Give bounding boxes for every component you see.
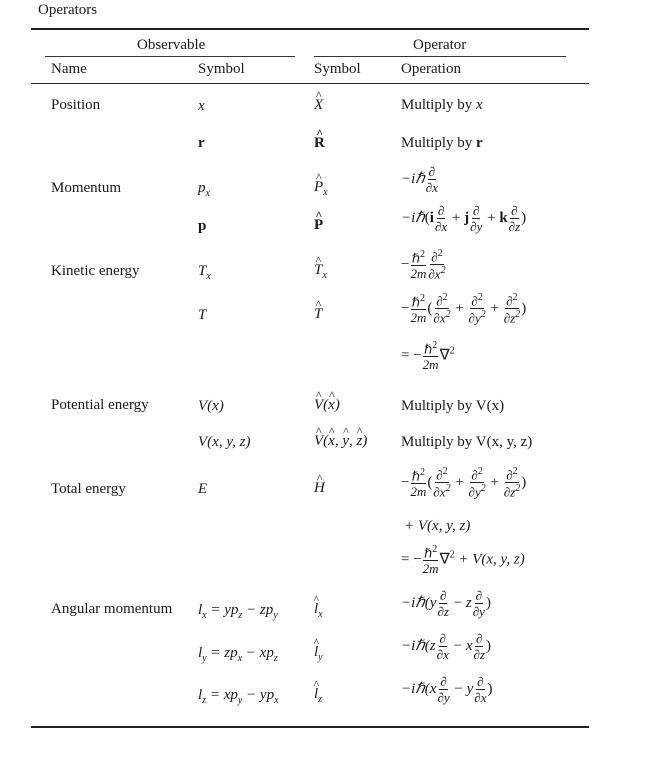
momentum-symbol-p: p bbox=[198, 218, 207, 234]
angular-symbol-lz: $l_z = xp_y - yp_x$ bbox=[198, 687, 279, 706]
angular-operator-lx: ^ $l_x$ bbox=[314, 602, 323, 620]
hamiltonian-operation-kinetic: − $\frac{\hbar^2}{2m}$ ( $\frac{\partial^2}{\partial x^2}$ + $\frac{\partial^2}{\partial y^2}$ + $\frac{\partial^2}{\partial z^2}$ ) bbox=[401, 466, 527, 500]
potential-energy-name: Potential energy bbox=[51, 397, 149, 413]
kinetic-operation-laplacian: = − $\frac{\hbar^2}{2m}$ ∇$^2$ bbox=[401, 340, 455, 373]
kinetic-symbol-t: T bbox=[198, 307, 207, 323]
top-rule bbox=[31, 28, 589, 30]
angular-operation-lx: −iℏ(y $\frac{\partial}{\partial z}$ − z $\frac{\partial}{\partial y}$ ) bbox=[401, 588, 491, 619]
potential-operator-1d: ^ V(^ x) bbox=[314, 398, 340, 413]
angular-symbol-ly: $l_y = zp_x - xp_z$ bbox=[198, 645, 278, 664]
angular-operation-ly: −iℏ(z $\frac{\partial}{\partial x}$ − x $\frac{\partial}{\partial z}$ ) bbox=[401, 631, 491, 662]
operator-group-header: Operator bbox=[413, 37, 467, 53]
hamiltonian-operation-potential: + V(x, y, z) bbox=[404, 518, 471, 534]
operation-column-header: Operation bbox=[401, 61, 461, 77]
total-energy-name: Total energy bbox=[51, 481, 126, 497]
momentum-name: Momentum bbox=[51, 180, 121, 196]
kinetic-operation-t: − $\frac{\hbar^2}{2m}$ ( $\frac{\partial^2}{\partial x^2}$ + $\frac{\partial^2}{\partial y^2}$ + $\frac{\partial^2}{\partial z^2}$ ) bbox=[401, 292, 527, 326]
position-operator-x: ^ X bbox=[314, 98, 323, 113]
angular-operator-ly: ^ $l_y$ bbox=[314, 645, 323, 663]
momentum-operation-px: −iℏ $\frac{\partial}{\partial x}$ bbox=[401, 164, 438, 195]
potential-operator-3d: ^ V(^ x, ^ y, ^ z) bbox=[314, 434, 367, 449]
bottom-rule bbox=[31, 726, 589, 728]
hamiltonian-operator: ^ H bbox=[314, 481, 325, 496]
kinetic-symbol-tx: $T_x$ bbox=[198, 263, 211, 282]
momentum-operator-px: ^ $P_x$ bbox=[314, 180, 328, 198]
potential-operation-1d: Multiply by V(x) bbox=[401, 398, 505, 414]
total-energy-symbol: E bbox=[198, 481, 208, 497]
position-symbol-r: r bbox=[198, 135, 205, 151]
angular-symbol-lx: $l_x = yp_z - zp_y$ bbox=[198, 602, 278, 621]
position-name: Position bbox=[51, 97, 101, 113]
momentum-symbol-px: $p_x$ bbox=[198, 180, 210, 199]
operator-symbol-column-header: Symbol bbox=[314, 61, 361, 77]
angular-momentum-name: Angular momentum bbox=[51, 601, 173, 617]
position-operation-x: Multiply by x bbox=[401, 97, 483, 113]
operator-group-rule bbox=[314, 56, 566, 57]
potential-symbol-1d: V(x) bbox=[198, 398, 224, 414]
potential-symbol-3d: V(x, y, z) bbox=[198, 434, 251, 450]
kinetic-energy-name: Kinetic energy bbox=[51, 263, 140, 279]
potential-operation-3d: Multiply by V(x, y, z) bbox=[401, 434, 533, 450]
header-rule bbox=[31, 83, 589, 84]
name-column-header: Name bbox=[51, 61, 87, 77]
momentum-operation-p: −iℏ(i $\frac{\partial}{\partial x}$ + j $\frac{\partial}{\partial y}$ + k $\frac{\partial}{\partial z}$ ) bbox=[401, 203, 527, 234]
observable-group-header: Observable bbox=[137, 37, 206, 53]
position-operator-r: ^ R bbox=[314, 136, 325, 151]
observable-group-rule bbox=[45, 56, 295, 57]
hamiltonian-operation-laplacian: = − $\frac{\hbar^2}{2m}$ ∇$^2$ + V(x, y, z) bbox=[401, 544, 525, 577]
momentum-operator-p: ^ P bbox=[314, 218, 323, 233]
table-caption: Operators bbox=[38, 2, 98, 18]
angular-operation-lz: −iℏ(x $\frac{\partial}{\partial y}$ − y $\frac{\partial}{\partial x}$ ) bbox=[401, 674, 493, 705]
kinetic-operator-tx: ^ $T_x$ bbox=[314, 263, 327, 281]
angular-operator-lz: ^ $l_z$ bbox=[314, 687, 322, 705]
kinetic-operator-t: ^ T bbox=[314, 307, 322, 322]
position-symbol-x: x bbox=[198, 98, 205, 114]
kinetic-operation-tx: − $\frac{\hbar^2}{2m}$ $\frac{\partial^2}{\partial x^2}$ bbox=[401, 248, 446, 282]
position-operation-r: Multiply by r bbox=[401, 135, 483, 151]
symbol-column-header: Symbol bbox=[198, 61, 245, 77]
